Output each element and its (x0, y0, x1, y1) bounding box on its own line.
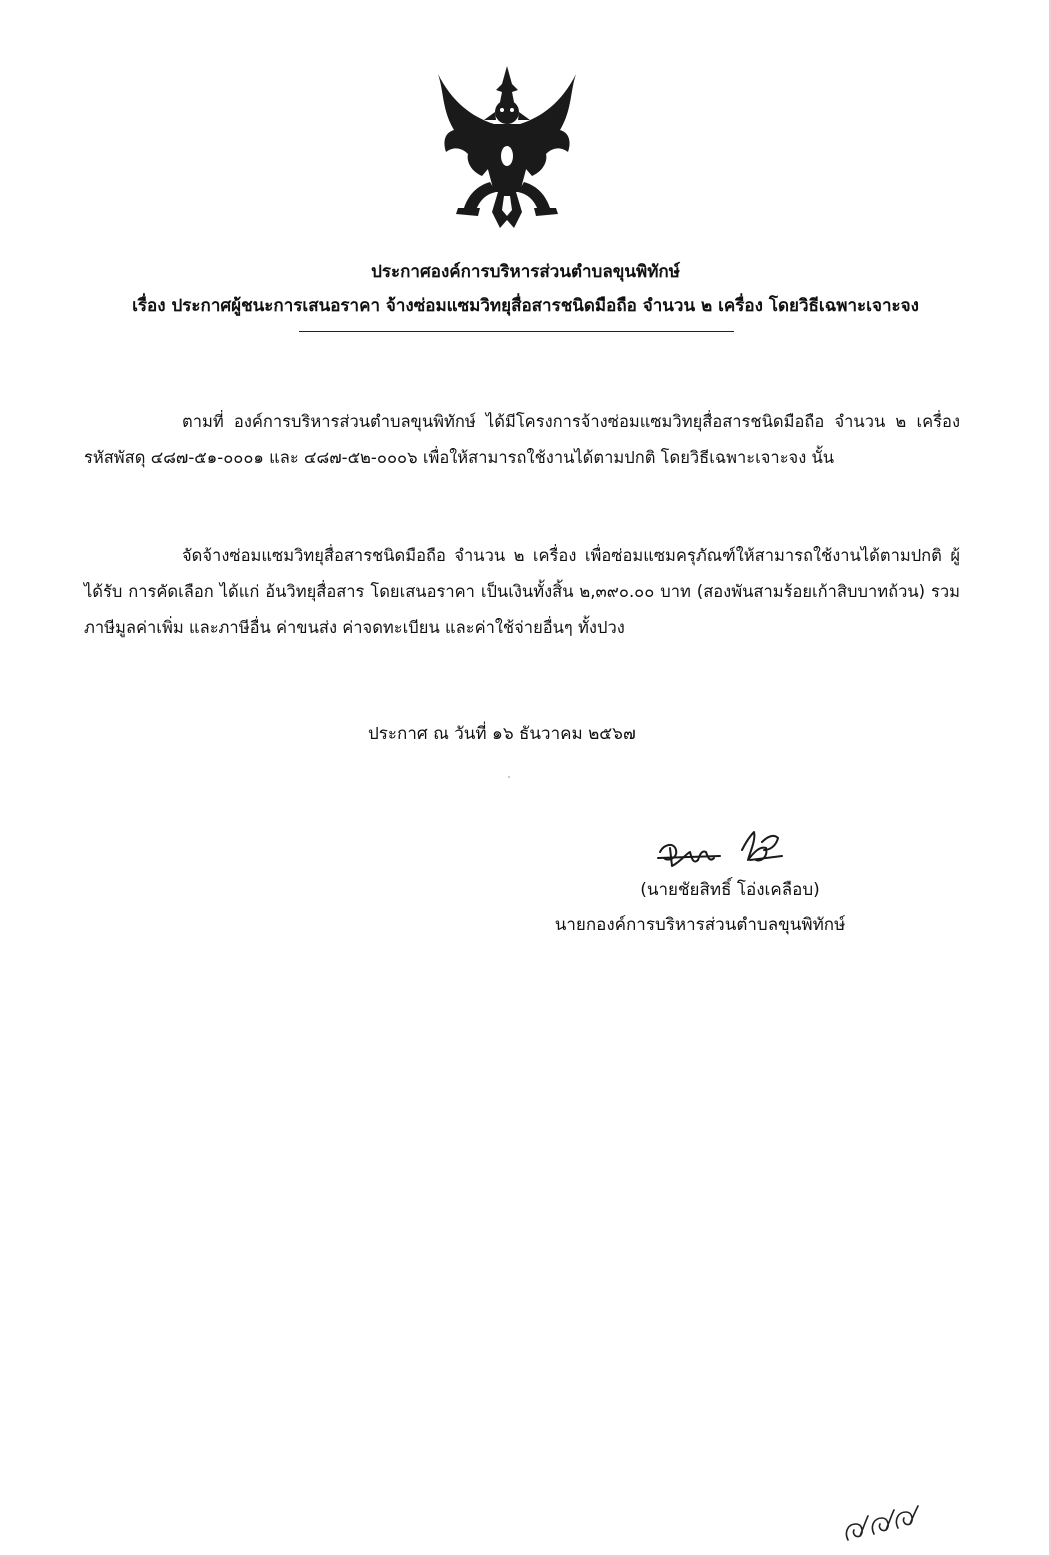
signer-name: (นายชัยสิทธิ์ โอ่งเคลือบ) (640, 880, 820, 900)
announcement-date: ประกาศ ณ วันที่ ๑๖ ธันวาคม ๒๕๖๗ (368, 724, 636, 744)
stray-mark (508, 776, 510, 778)
paragraph-award (84, 538, 960, 646)
signer-position: นายกองค์การบริหารส่วนตำบลขุนพิทักษ์ (554, 915, 846, 935)
title-divider (299, 331, 734, 332)
paragraph-award-text: จัดจ้างซ่อมแซมวิทยุสื่อสารชนิดมือถือ จำนวน ๒ เครื่อง เพื่อซ่อมแซมครุภัณฑ์ให้สามารถใช้งานได้ตามปกติ ผู้ได้รับ การคัดเลือก ได้แก่ อ้นวิทยุสื่อสาร โดยเสนอราคา เป็นเงินทั้งสิ้น ๒,๓๙๐.๐๐ บาท (สองพันสามร้อยเก้าสิบบาทถ้วน) รวมภาษีมูลค่าเพิ่ม และภาษีอื่น ค่าขนส่ง ค่าจดทะเบียน และค่าใช้จ่ายอื่นๆ ทั้งปวง (84, 546, 960, 637)
garuda-emblem (432, 62, 582, 230)
paragraph-project (84, 404, 960, 476)
handwritten-page-number (838, 1502, 928, 1550)
paragraph-project-text: ตามที่ องค์การบริหารส่วนตำบลขุนพิทักษ์ ได้มีโครงการจ้างซ่อมแซมวิทยุสื่อสารชนิดมือถือ จำนวน ๒ เครื่อง รหัสพัสดุ ๔๘๗-๕๑-๐๐๐๑ และ ๔๘๗-๕๒-๐๐๐๖ เพื่อให้สามารถใช้งานได้ตามปกติ โดยวิธีเฉพาะเจาะจง นั้น (84, 412, 960, 467)
document-title: ประกาศองค์การบริหารส่วนตำบลขุนพิทักษ์ (371, 262, 680, 282)
document-subject: เรื่อง ประกาศผู้ชนะการเสนอราคา จ้างซ่อมแซมวิทยุสื่อสารชนิดมือถือ จำนวน ๒ เครื่อง โดยวิธีเฉพาะเจาะจง (132, 296, 919, 316)
handwritten-signature (650, 822, 800, 876)
